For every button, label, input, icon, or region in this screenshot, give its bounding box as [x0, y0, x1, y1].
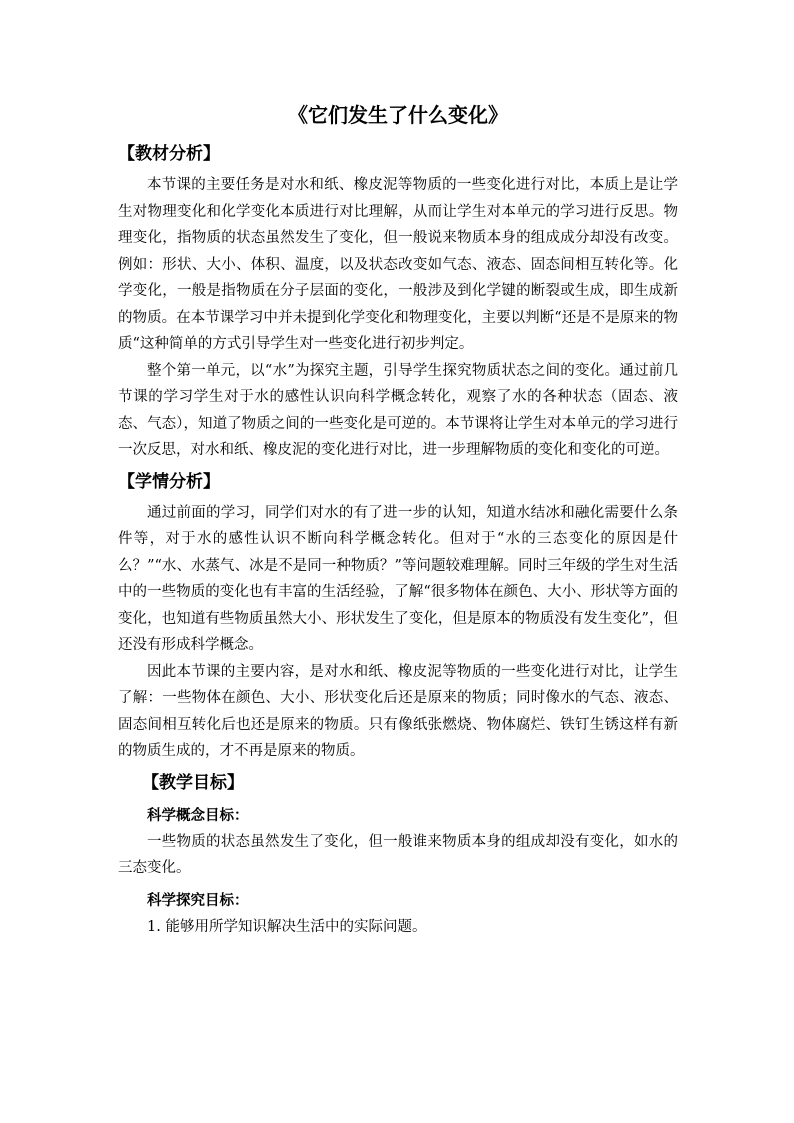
document-title: 《它们发生了什么变化》 [288, 103, 508, 127]
paragraph: 本节课的主要任务是对水和纸、橡皮泥等物质的一些变化进行对比，本质上是让学生对物理变化和化学变化本质进行对比理解，从而让学生对本单元的学习进行反思。物理变化，指物质的状态虽然发生了变化，但一般说来物质本身的组成成分却没有改变。例如：形状、大小、体积、温度，以及状态改变如气态、液态、固态间相互转化等。化学变化，一般是指物质在分子层面的变化，一般涉及到化学键的断裂或生成，即生成新的物质。在本节课学习中并未提到化学变化和物理变化，主要以判断“还是不是原来的物质“这种简单的方式引导学生对一些变化进行初步判定。 [118, 177, 678, 352]
concept-goal-label: 科学概念目标： [147, 806, 249, 824]
document-body [118, 96, 678, 940]
inquiry-goal-item: 1. 能够用所学知识解决生活中的实际问题。 [147, 918, 427, 935]
paragraph: 通过前面的学习，同学们对水的有了进一步的认知，知道水结冰和融化需要什么条件等，对于水的感性认识不断向科学概念转化。但对于“水的三态变化的原因是什么？”“水、水蒸气、冰是不是同一种物质？”等问题较难理解。同时三年级的学生对生活中的一些物质的变化也有丰富的生活经验，了解“很多物体在颜色、大小、形状等方面的变化，也知道有些物质虽然大小、形状发生了变化，但是原本的物质没有发生变化”，但还没有形成科学概念。 [118, 504, 678, 653]
paragraph: 整个第一单元，以“水”为探究主题，引导学生探究物质状态之间的变化。通过前几节课的学习学生对于水的感性认识向科学概念转化，观察了水的各种状态（固态、液态、气态），知道了物质之间的一些变化是可逆的。本节课将让学生对本单元的学习进行一次反思，对水和纸、橡皮泥的变化进行对比，进一步理解物质的变化和变化的可逆。 [118, 362, 678, 458]
section-heading-textbook-analysis: 【教材分析】 [118, 144, 220, 164]
inquiry-goal-label: 科学探究目标： [147, 891, 249, 909]
paragraph: 因此本节课的主要内容，是对水和纸、橡皮泥等物质的一些变化进行对比，让学生了解：一些物体在颜色、大小、形状变化后还是原来的物质；同时像水的气态、液态、固态间相互转化后也还是原来的物质。只有像纸张燃烧、物体腐烂、铁钉生锈这样有新的物质生成的，才不再是原来的物质。 [118, 663, 678, 759]
section-heading-teaching-goals: 【教学目标】 [142, 772, 244, 793]
concept-goal-text: 一些物质的状态虽然发生了变化，但一般谁来物质本身的组成却没有变化，如水的三态变化。 [118, 833, 678, 876]
section-heading-student-analysis: 【学情分析】 [118, 471, 220, 492]
